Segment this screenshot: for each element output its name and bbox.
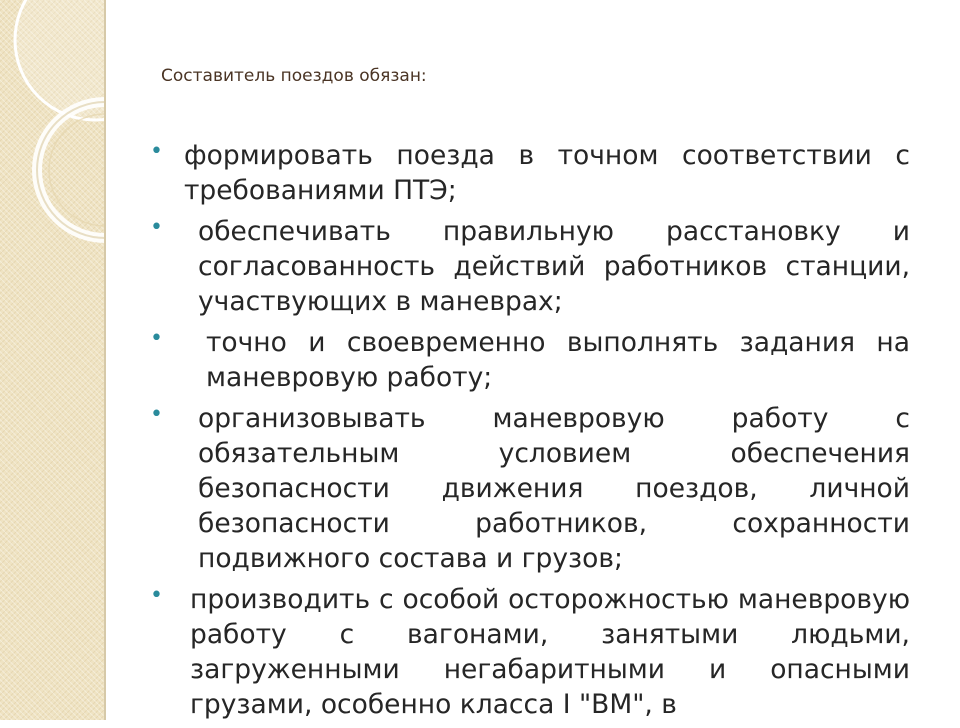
bullet-text: организовывать маневровую работу с обязательным условием обеспечения безопасности движения поездов, личной безопасности работников, сохранности подвижного состава и грузов; xyxy=(198,403,910,574)
decorative-circles xyxy=(0,0,106,720)
bullet-item xyxy=(150,214,910,319)
bullet-text: формировать поезда в точном соответствии с требованиями ПТЭ; xyxy=(184,140,910,206)
bullet-text: обеспечивать правильную расстановку и согласованность действий работников станции, участвующих в маневрах; xyxy=(198,216,910,317)
bullet-item xyxy=(150,582,910,722)
bullet-text: производить с особой осторожностью маневровую работу с вагонами, занятыми людьми, загруженными негабаритными и опасными грузами, особенно класса I "ВМ", в xyxy=(190,584,910,720)
slide-title: Составитель поездов обязан: xyxy=(161,66,427,86)
bullet-item xyxy=(150,138,910,208)
bullet-dot-icon: • xyxy=(150,326,163,351)
bullet-dot-icon: • xyxy=(150,402,163,427)
bullet-item xyxy=(150,325,910,395)
bullet-list xyxy=(150,138,910,728)
bullet-dot-icon: • xyxy=(150,139,163,164)
decorative-sidebar xyxy=(0,0,106,720)
sidebar-divider xyxy=(104,0,106,720)
bullet-text: точно и своевременно выполнять задания на маневровую работу; xyxy=(206,327,910,393)
bullet-dot-icon: • xyxy=(150,215,163,240)
bullet-item xyxy=(150,401,910,576)
bullet-dot-icon: • xyxy=(150,583,163,608)
